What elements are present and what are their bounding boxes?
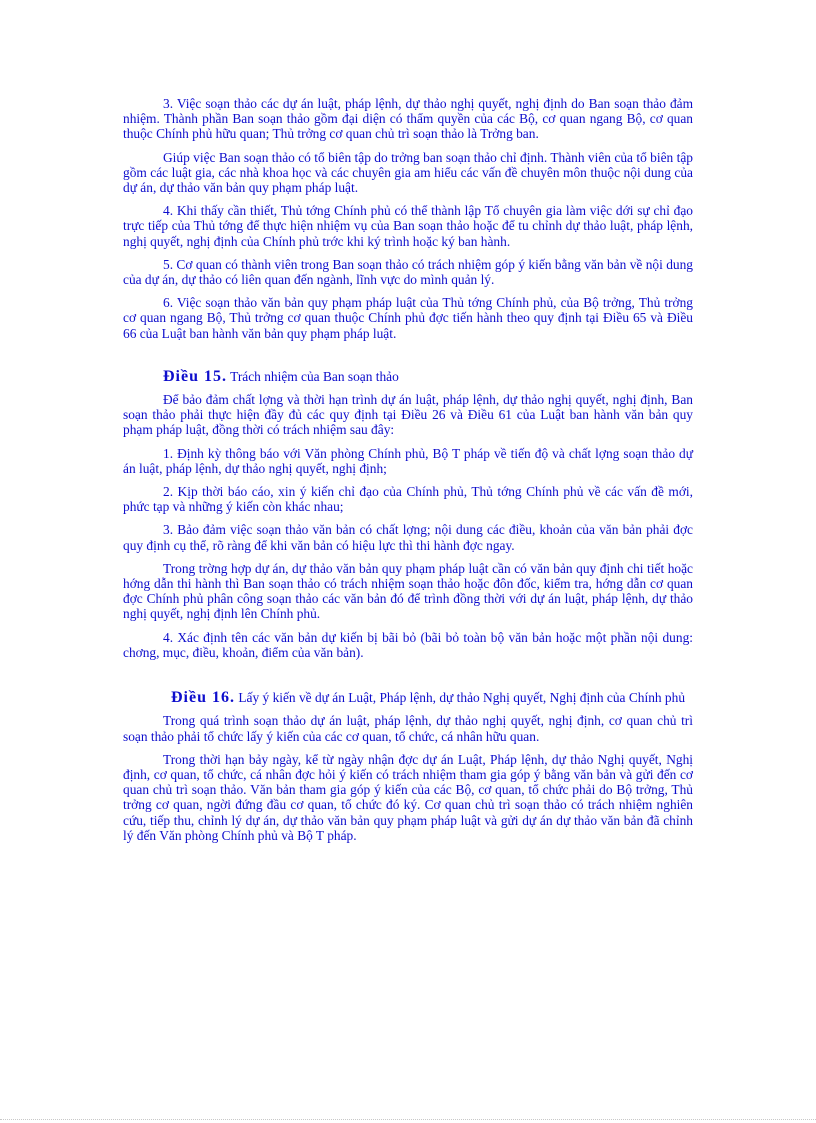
document-page <box>123 96 693 851</box>
article-15-heading <box>123 369 693 384</box>
paragraph: Giúp việc Ban soạn thảo có tổ biên tập do trởng ban soạn thảo chỉ định. Thành viên của tổ biên tập gồm các luật gia, các nhà khoa học và các chuyên gia am hiểu các vấn đề chuyên môn thuộc nội dung của dự án, dự thảo văn bản quy phạm pháp luật. <box>123 149 693 196</box>
paragraph: Trong trờng hợp dự án, dự thảo văn bản quy phạm pháp luật cần có văn bản quy định chi tiết hoặc hớng dẫn thi hành thì Ban soạn thảo có trách nhiệm soạn thảo hoặc đôn đốc, kiểm tra, hớng dẫn cơ quan đợc Chính phủ phân công soạn thảo các văn bản đó để trình đồng thời với dự án luật, pháp lệnh, dự thảo nghị quyết, nghị định lên Chính phủ. <box>123 560 693 622</box>
paragraph: 2. Kịp thời báo cáo, xin ý kiến chỉ đạo của Chính phủ, Thủ tớng Chính phủ về các vấn đề mới, phức tạp và những ý kiến còn khác nhau; <box>123 484 693 515</box>
article-title: Trách nhiệm của Ban soạn thảo <box>230 368 399 384</box>
article-number: Điều 15. <box>163 367 227 385</box>
paragraph: 3. Bảo đảm việc soạn thảo văn bản có chất lợng; nội dung các điều, khoản của văn bản phải đợc quy định cụ thể, rõ ràng để khi văn bản có hiệu lực thì thi hành đợc ngay. <box>123 522 693 553</box>
page-bottom-divider <box>0 1119 816 1120</box>
paragraph: 3. Việc soạn thảo các dự án luật, pháp lệnh, dự thảo nghị quyết, nghị định do Ban soạn thảo đảm nhiệm. Thành phần Ban soạn thảo gồm đại diện có thẩm quyền của các Bộ, cơ quan ngang Bộ, cơ quan thuộc Chính phủ hữu quan; Thủ trởng cơ quan chủ trì soạn thảo là Trởng ban. <box>123 96 693 142</box>
paragraph: 4. Xác định tên các văn bản dự kiến bị bãi bỏ (bãi bỏ toàn bộ văn bản hoặc một phần nội dung: chơng, mục, điều, khoản, điểm của văn bản). <box>123 629 693 660</box>
paragraph: 5. Cơ quan có thành viên trong Ban soạn thảo có trách nhiệm góp ý kiến bằng văn bản về nội dung của dự án, dự thảo có liên quan đến ngành, lĩnh vực do mình quản lý. <box>123 256 693 288</box>
paragraph: 6. Việc soạn thảo văn bản quy phạm pháp luật của Thủ tớng Chính phủ, của Bộ trởng, Thủ trởng cơ quan ngang Bộ, Thủ trởng cơ quan thuộc Chính phủ đợc tiến hành theo quy định tại Điều 65 và Điều 66 của Luật ban hành văn bản quy phạm pháp luật. <box>123 295 693 341</box>
paragraph: Trong quá trình soạn thảo dự án luật, pháp lệnh, dự thảo nghị quyết, nghị định, cơ quan chủ trì soạn thảo phải tổ chức lấy ý kiến của các cơ quan, tổ chức, cá nhân hữu quan. <box>123 713 693 744</box>
paragraph: Trong thời hạn bảy ngày, kể từ ngày nhận đợc dự án Luật, Pháp lệnh, dự thảo Nghị quyết, Nghị định, cơ quan, tổ chức, cá nhân đợc hỏi ý kiến có trách nhiệm tham gia góp ý bằng văn bản và gửi đến cơ quan chủ trì soạn thảo. Văn bản tham gia góp ý kiến của các Bộ, cơ quan, tổ chức phải do Bộ trởng, Thủ trởng cơ quan, ngời đứng đầu cơ quan, tổ chức đó ký. Cơ quan chủ trì soạn thảo có trách nhiệm nghiên cứu, tiếp thu, chỉnh lý dự án, dự thảo văn bản quy phạm pháp luật và gửi dự án dự thảo văn bản đã chỉnh lý đến Văn phòng Chính phủ và Bộ T pháp. <box>123 751 693 843</box>
paragraph: Để bảo đảm chất lợng và thời hạn trình dự án luật, pháp lệnh, dự thảo nghị quyết, nghị định, Ban soạn thảo phải thực hiện đầy đủ các quy định tại Điều 26 và Điều 61 của Luật ban hành văn bản quy phạm pháp luật, đồng thời có trách nhiệm sau đây: <box>123 392 693 438</box>
article-title: Lấy ý kiến về dự án Luật, Pháp lệnh, dự thảo Nghị quyết, Nghị định của Chính phủ <box>238 690 686 706</box>
article-16-heading <box>123 690 693 705</box>
paragraph: 4. Khi thấy cần thiết, Thủ tớng Chính phủ có thể thành lập Tổ chuyên gia làm việc dới sự chỉ đạo trực tiếp của Thủ tớng để thực hiện nhiệm vụ của Ban soạn thảo hoặc để tu chỉnh dự thảo luật, pháp lệnh, nghị quyết, nghị định của Chính phủ trớc khi ký trình hoặc ký ban hành. <box>123 203 693 249</box>
article-number: Điều 16. <box>171 689 235 707</box>
paragraph: 1. Định kỳ thông báo với Văn phòng Chính phủ, Bộ T pháp về tiến độ và chất lợng soạn thảo dự án luật, pháp lệnh, dự thảo nghị quyết, nghị định; <box>123 445 693 476</box>
